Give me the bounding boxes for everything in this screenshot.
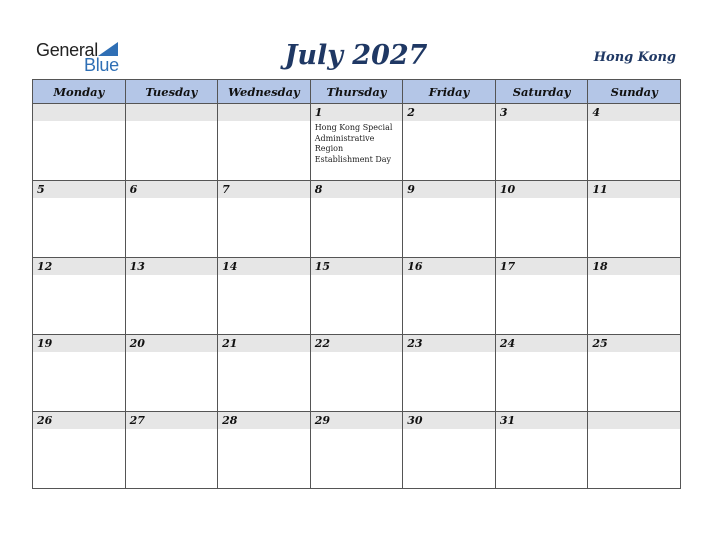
day-number: 15 <box>311 258 403 275</box>
day-number: 23 <box>403 335 495 352</box>
day-cell <box>588 258 681 335</box>
day-number: 26 <box>33 412 125 429</box>
weekday-header: Sunday <box>588 80 681 104</box>
holiday-event: Hong Kong Special Administrative Region Establishment Day <box>314 123 393 164</box>
day-number: 17 <box>496 258 588 275</box>
day-cell <box>403 412 496 489</box>
day-cell <box>588 335 681 412</box>
day-cell <box>33 258 126 335</box>
day-number: 8 <box>311 181 403 198</box>
day-number: 21 <box>218 335 310 352</box>
weekday-header: Friday <box>403 80 496 104</box>
day-number <box>588 412 680 429</box>
day-cell <box>125 181 218 258</box>
weekday-header: Thursday <box>310 80 403 104</box>
day-cell <box>403 181 496 258</box>
day-number <box>218 104 310 121</box>
week-row <box>33 181 681 258</box>
week-row <box>33 258 681 335</box>
day-number: 22 <box>311 335 403 352</box>
weekday-header: Wednesday <box>218 80 311 104</box>
day-number: 19 <box>33 335 125 352</box>
day-number: 16 <box>403 258 495 275</box>
day-number: 27 <box>126 412 218 429</box>
day-cell <box>310 335 403 412</box>
day-cell <box>310 258 403 335</box>
day-number: 29 <box>311 412 403 429</box>
day-number: 13 <box>126 258 218 275</box>
day-number: 20 <box>126 335 218 352</box>
day-cell <box>403 335 496 412</box>
day-number <box>33 104 125 121</box>
weekday-header: Saturday <box>495 80 588 104</box>
day-number: 4 <box>588 104 680 121</box>
day-number: 7 <box>218 181 310 198</box>
day-number: 18 <box>588 258 680 275</box>
day-cell <box>33 412 126 489</box>
day-number: 9 <box>403 181 495 198</box>
day-cell <box>310 412 403 489</box>
week-row <box>33 335 681 412</box>
day-number: 1 <box>311 104 403 121</box>
day-cell <box>495 181 588 258</box>
day-number: 10 <box>496 181 588 198</box>
page-title: July 2027 <box>284 40 428 71</box>
weekday-header-row <box>33 80 681 104</box>
calendar-grid <box>32 79 680 485</box>
day-number: 30 <box>403 412 495 429</box>
day-number <box>126 104 218 121</box>
day-cell <box>495 335 588 412</box>
day-cell <box>403 258 496 335</box>
day-cell <box>33 335 126 412</box>
calendar-table <box>32 79 681 489</box>
day-cell <box>310 181 403 258</box>
day-number: 2 <box>403 104 495 121</box>
day-cell <box>33 104 126 181</box>
day-cell <box>218 181 311 258</box>
day-number: 24 <box>496 335 588 352</box>
day-cell <box>218 335 311 412</box>
day-number: 25 <box>588 335 680 352</box>
day-cell <box>218 412 311 489</box>
day-cell <box>588 104 681 181</box>
week-row <box>33 104 681 181</box>
day-number: 12 <box>33 258 125 275</box>
logo-text-general: General <box>36 40 98 60</box>
day-number: 6 <box>126 181 218 198</box>
logo-text-blue: Blue <box>84 55 119 75</box>
week-row <box>33 412 681 489</box>
day-number: 28 <box>218 412 310 429</box>
day-cell <box>588 412 681 489</box>
day-cell <box>495 104 588 181</box>
day-cell <box>125 335 218 412</box>
day-cell <box>125 258 218 335</box>
weekday-header: Tuesday <box>125 80 218 104</box>
day-cell <box>495 258 588 335</box>
day-number: 5 <box>33 181 125 198</box>
day-cell <box>33 181 126 258</box>
day-cell <box>310 104 403 181</box>
region-label: Hong Kong <box>593 50 676 65</box>
day-number: 14 <box>218 258 310 275</box>
day-cell <box>403 104 496 181</box>
day-cell <box>125 104 218 181</box>
day-number: 11 <box>588 181 680 198</box>
day-number: 3 <box>496 104 588 121</box>
day-cell <box>125 412 218 489</box>
day-cell <box>218 258 311 335</box>
day-number: 31 <box>496 412 588 429</box>
day-cell <box>495 412 588 489</box>
day-cell <box>588 181 681 258</box>
weekday-header: Monday <box>33 80 126 104</box>
day-cell <box>218 104 311 181</box>
